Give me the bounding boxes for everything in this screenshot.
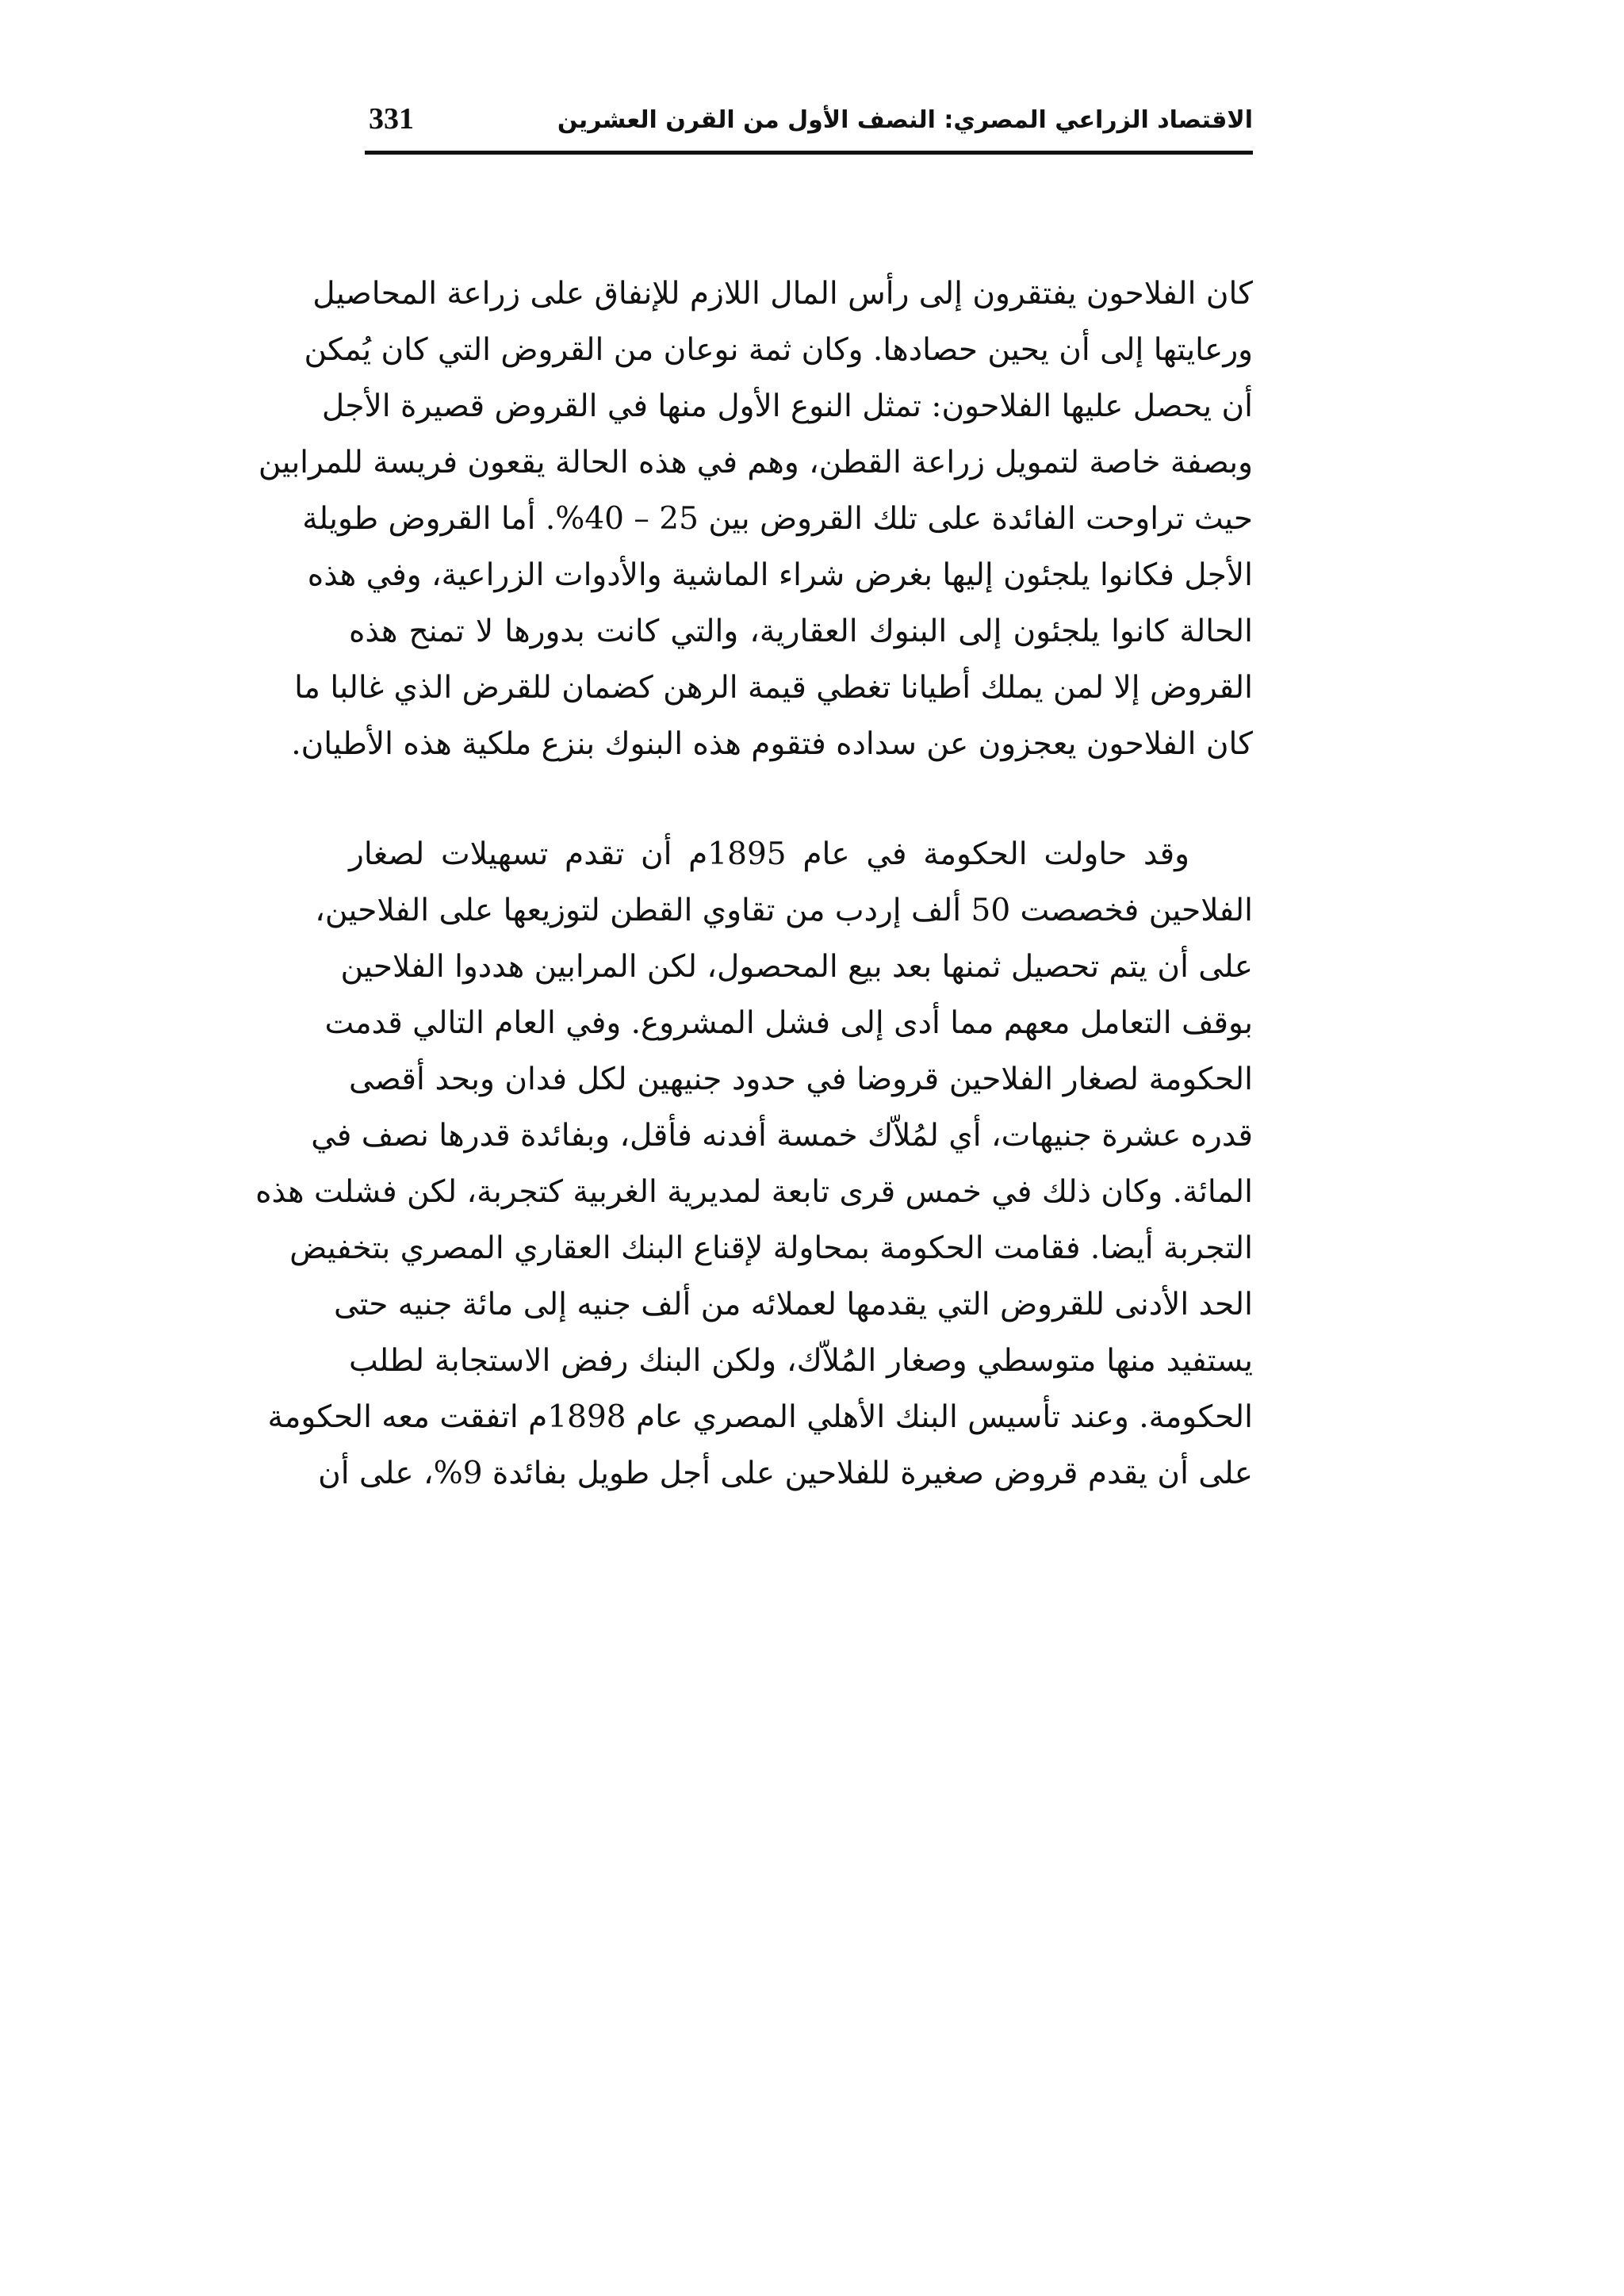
text-line: وقد حاولت الحكومة في عام 1895م أن تقدم تسهيلات لصغار — [349, 836, 1189, 872]
running-header — [365, 95, 1253, 155]
text-line: ورعايتها إلى أن يحين حصادها. وكان ثمة نوعان من القروض التي كان يُمكن — [304, 332, 1253, 368]
page-number: 331 — [369, 102, 414, 136]
text-line: يستفيد منها متوسطي وصغار المُلاّك، ولكن البنك رفض الاستجابة لطلب — [349, 1343, 1253, 1379]
running-title: الاقتصاد الزراعي المصري: النصف الأول من القرن العشرين — [557, 106, 1253, 134]
text-line: الحد الأدنى للقروض التي يقدمها لعملائه من ألف جنيه إلى مائة جنيه حتى — [334, 1287, 1253, 1322]
text-line: الأجل فكانوا يلجئون إليها بغرض شراء الماشية والأدوات الزراعية، وفي هذه — [307, 557, 1253, 593]
text-line: على أن يقدم قروض صغيرة للفلاحين على أجل طويل بفائدة 9%، على أن — [318, 1456, 1253, 1491]
text-line: القروض إلا لمن يملك أطيانا تغطي قيمة الرهن كضمان للقرض الذي غالبا ما — [294, 670, 1253, 706]
body-text — [255, 266, 1253, 1502]
text-line: كان الفلاحون يعجزون عن سداده فتقوم هذه البنوك بنزع ملكية هذه الأطيان. — [291, 726, 1253, 762]
text-line: الفلاحين فخصصت 50 ألف إردب من تقاوي القطن لتوزيعها على الفلاحين، — [315, 893, 1253, 928]
text-line: المائة. وكان ذلك في خمس قرى تابعة لمديرية الغربية كتجربة، لكن فشلت هذه — [255, 1174, 1253, 1210]
text-line: حيث تراوحت الفائدة على تلك القروض بين 25 – 40%. أما القروض طويلة — [302, 501, 1253, 537]
text-line: الحالة كانوا يلجئون إلى البنوك العقارية، والتي كانت بدورها لا تمنح هذه — [349, 614, 1253, 649]
text-line: الحكومة لصغار الفلاحين قروضا في حدود جنيهين لكل فدان وبحد أقصى — [349, 1062, 1253, 1097]
text-line: الحكومة. وعند تأسيس البنك الأهلي المصري عام 1898م اتفقت معه الحكومة — [267, 1399, 1253, 1435]
paragraph-2 — [255, 826, 1253, 1502]
text-line: كان الفلاحون يفتقرون إلى رأس المال اللازم للإنفاق على زراعة المحاصيل — [312, 276, 1253, 312]
text-line: التجربة أيضا. فقامت الحكومة بمحاولة لإقناع البنك العقاري المصري بتخفيض — [289, 1230, 1253, 1266]
text-line: أن يحصل عليها الفلاحون: تمثل النوع الأول منها في القروض قصيرة الأجل — [321, 388, 1253, 424]
text-line: وبصفة خاصة لتمويل زراعة القطن، وهم في هذه الحالة يقعون فريسة للمرابين — [258, 445, 1253, 480]
text-line: قدره عشرة جنيهات، أي لمُلاّك خمسة أفدنه فأقل، وبفائدة قدرها نصف في — [311, 1118, 1253, 1154]
paragraph-1 — [258, 266, 1253, 772]
text-line: بوقف التعامل معهم مما أدى إلى فشل المشروع. وفي العام التالي قدمت — [324, 1005, 1253, 1041]
text-line: على أن يتم تحصيل ثمنها بعد بيع المحصول، لكن المرابين هددوا الفلاحين — [340, 949, 1253, 985]
